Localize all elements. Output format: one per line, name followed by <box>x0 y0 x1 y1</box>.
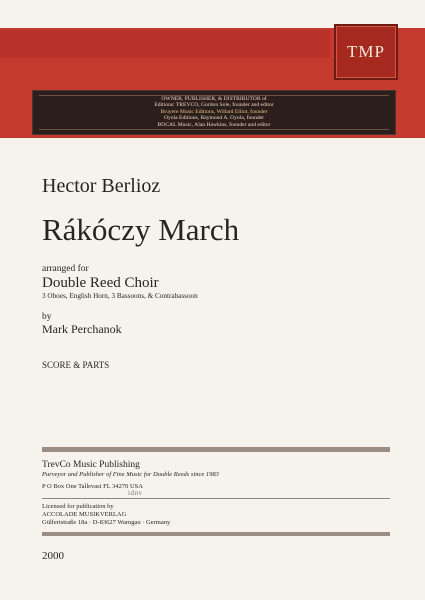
work-title: Rákóczy March <box>42 212 240 247</box>
by-label: by <box>42 312 52 322</box>
arranged-label: arranged for <box>42 264 89 274</box>
banner-text <box>39 95 389 130</box>
banner-line: Bruyere Music Editions, Willard Elliot, founder <box>160 108 268 115</box>
license-line: Gülfertstraße 18a · D-83627 Warngau · Germany <box>42 519 171 526</box>
publisher-logo <box>334 24 398 80</box>
publisher-banner <box>32 90 396 135</box>
ensemble-name: Double Reed Choir <box>42 275 159 291</box>
publisher-tagline: Purveyor and Publisher of Fine Music for Double Reeds since 1983 <box>42 471 219 478</box>
edition-type: SCORE & PARTS <box>42 360 110 370</box>
publisher-address: P O Box One Tallevast FL 34270 USA <box>42 483 143 490</box>
divider-thin <box>42 498 390 499</box>
publisher-name: TrevCo Music Publishing <box>42 460 140 470</box>
banner-line: Editions: TREVCO, Gordon Sole, founder and editor <box>154 102 274 109</box>
divider-rule <box>42 447 390 452</box>
license-line: ACCOLADE MUSIKVERLAG <box>42 511 127 518</box>
red-header-stripe <box>0 30 330 58</box>
divider-rule <box>42 532 390 536</box>
banner-line: BOCAL Music, Alan Hawkins, founder and editor <box>157 121 271 128</box>
license-line: Licensed for publication by <box>42 503 114 510</box>
publication-year: 2000 <box>42 550 64 562</box>
instrumentation: 3 Oboes, English Horn, 3 Bassoons, & Contrabassoon <box>42 292 198 300</box>
arranger-name: Mark Perchanok <box>42 322 122 336</box>
banner-line: OWNER, PUBLISHER, & DISTRIBUTOR of <box>161 96 267 102</box>
stamp-mark: idnv <box>128 489 143 497</box>
logo-text: TMP <box>347 42 385 61</box>
banner-line: Oyola Editions, Raymond A. Oyola, founder <box>163 115 265 122</box>
composer-name: Hector Berlioz <box>42 175 161 197</box>
